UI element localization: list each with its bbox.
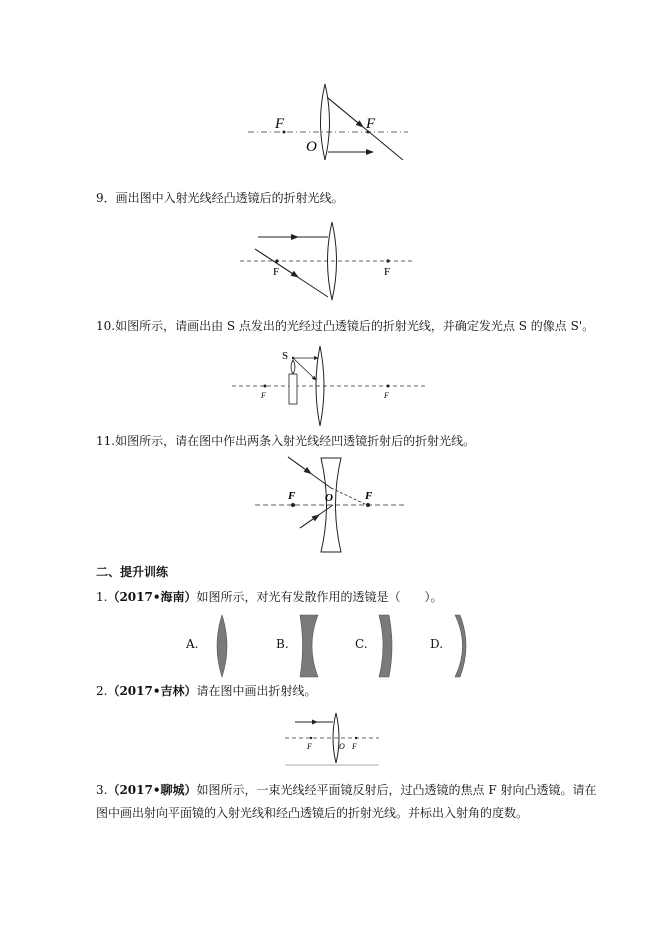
label-f-right: F <box>365 490 373 502</box>
focal-point-right <box>386 259 389 262</box>
label-s: S <box>282 350 289 362</box>
practice-question-3 <box>96 782 597 798</box>
label-f-left: F <box>288 490 296 502</box>
focal-point-right <box>355 737 357 739</box>
question-source: （2017•吉林） <box>107 684 197 698</box>
question-number: 1. <box>96 590 108 604</box>
label-f-left: F <box>273 266 280 278</box>
label-f-left: F <box>261 391 266 400</box>
dashed-extension <box>331 488 367 505</box>
focal-point-left <box>264 385 267 388</box>
question-text: 如图所示，对光有发散作用的透镜是（ ）。 <box>196 590 443 604</box>
practice-question-3-line2: 图中画出射向平面镜的入射光线和经凸透镜后的折射光线。并标出入射角的度数。 <box>96 806 529 820</box>
question-text: 如图所示，一束光线经平面镜反射后，过凸透镜的焦点 F 射向凸透镜。请在 <box>196 783 597 797</box>
option-d-lens <box>452 614 472 678</box>
focal-point-left <box>275 259 278 262</box>
option-c-lens <box>377 614 397 678</box>
label-f-right: F <box>366 116 376 132</box>
label-f-left: F <box>275 116 285 132</box>
focal-point-right <box>366 503 370 507</box>
option-b-label: B. <box>276 637 289 651</box>
ray-arrow <box>328 98 363 127</box>
label-f-left: F <box>307 742 312 751</box>
question-source: （2017•聊城） <box>107 783 197 797</box>
question-11: 11.如图所示，请在图中作出两条入射光线经凹透镜折射后的折射光线。 <box>96 434 476 448</box>
label-f-right: F <box>384 391 389 400</box>
question-9: 9．画出图中入射光线经凸透镜后的折射光线。 <box>96 191 344 205</box>
option-d-label: D. <box>430 637 444 651</box>
label-o: O <box>339 742 345 751</box>
option-a-label: A. <box>186 637 199 651</box>
candle-body <box>289 374 297 404</box>
question-number: 2. <box>96 684 108 698</box>
question-number: 3. <box>96 783 108 797</box>
incident-ray-2-arrow <box>300 515 319 528</box>
label-f-right: F <box>384 266 391 278</box>
focal-point-left <box>310 737 312 739</box>
convex-lens <box>321 84 330 160</box>
label-o: O <box>306 139 317 155</box>
practice-question-1 <box>96 589 443 605</box>
incident-ray-1-arrow <box>288 457 311 474</box>
figure-top-convex-lens <box>248 82 413 162</box>
option-b-lens <box>298 614 320 678</box>
point-s <box>292 357 294 359</box>
candle-flame <box>291 360 295 374</box>
focal-point-right <box>387 385 390 388</box>
question-text: 请在图中画出折射线。 <box>196 684 317 698</box>
option-a-lens <box>212 614 232 678</box>
section-title-2: 二、提升训练 <box>96 565 169 579</box>
question-source: （2017•海南） <box>107 590 197 604</box>
focal-point-left <box>291 503 295 507</box>
label-f-right: F <box>352 742 357 751</box>
figure-practice-2 <box>283 712 383 768</box>
figure-11 <box>255 453 410 555</box>
practice-question-2 <box>96 683 317 699</box>
label-o: O <box>325 492 333 504</box>
question-10: 10.如图所示，请画出由 S 点发出的光经过凸透镜后的折射光线，并确定发光点 S 的像点 S'。 <box>96 319 595 333</box>
figure-9 <box>240 222 415 302</box>
figure-10 <box>232 346 432 426</box>
option-c-label: C. <box>355 637 368 651</box>
